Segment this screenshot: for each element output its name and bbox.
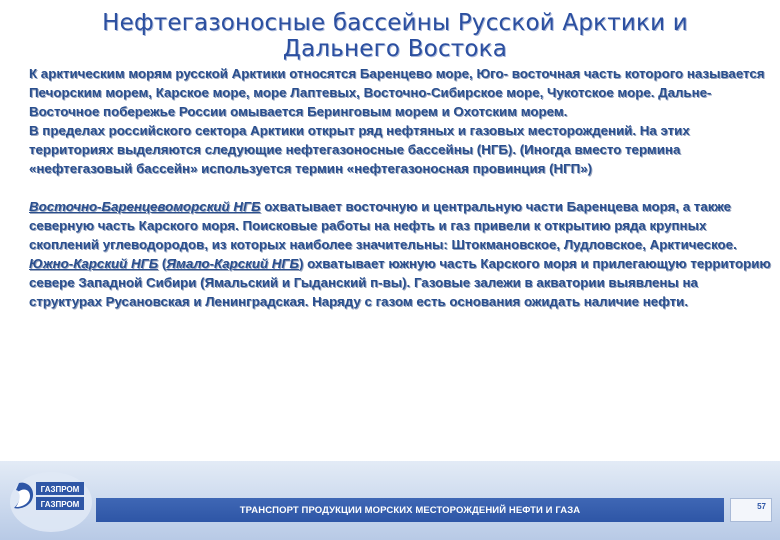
slide-body xyxy=(29,64,774,311)
paragraph-east-barents xyxy=(29,197,774,254)
basin-name-east-barents: Восточно-Баренцевоморский НГБ xyxy=(29,199,261,214)
paren-open: ( xyxy=(158,256,167,271)
basin-name-south-kara: Южно-Карский НГБ xyxy=(29,256,159,271)
logo-text-2: ГАЗПРОМ xyxy=(40,500,80,509)
paragraph-spacer xyxy=(29,178,774,197)
paragraph-south-kara-text: ) охватывает южную часть Карского моря и прилегающую территорию севере Западной Сибири (Ямальский и Гыданский п-вы). Газовые залежи в акватории выявлены на структурах Русановская и Ленинградская. Наряду с газом есть основания ожидать наличие нефти. xyxy=(29,256,771,309)
basin-name-yamal-kara: Ямало-Карский НГБ xyxy=(166,256,299,271)
slide-title: Нефтегазоносные бассейны Русской Арктики и Дальнего Востока xyxy=(102,10,688,62)
paragraph-basins-intro: В пределах российского сектора Арктики открыт ряд нефтяных и газовых месторождений. На этих территориях выделяются следующие нефтегазоносные бассейны (НГБ). (Иногда вместо термина «нефтегазовый бассейн» используется термин «нефтегазоносная провинция (НГП») xyxy=(29,123,690,176)
gazprom-logo-icon xyxy=(6,462,96,534)
paragraph-east-barents-text: охватывает восточную и центральную части Баренцева моря, а также северную часть Карского моря. Поисковые работы на нефть и газ привели к открытию ряда крупных скоплений углеводородов, из которых наиболее значительны: Штокмановское, Лудловское, Арктическое. xyxy=(29,199,737,252)
logo-text: ГАЗПРОМ xyxy=(40,485,80,494)
paragraph-arctic-seas: К арктическим морям русской Арктики относятся Баренцево море, Юго- восточная часть которого называется Печорским морем, Карское море, море Лаптевых, Восточно-Сибирское море, Чукотское море. Дальне-Восточное побережье России омывается Беринговым морем и Охотским морем. xyxy=(29,66,765,119)
page-number: 57 xyxy=(730,498,772,522)
paragraph-south-kara xyxy=(29,254,774,311)
footer-banner: ТРАНСПОРТ ПРОДУКЦИИ МОРСКИХ МЕСТОРОЖДЕНИЙ НЕФТИ И ГАЗА xyxy=(96,498,724,522)
